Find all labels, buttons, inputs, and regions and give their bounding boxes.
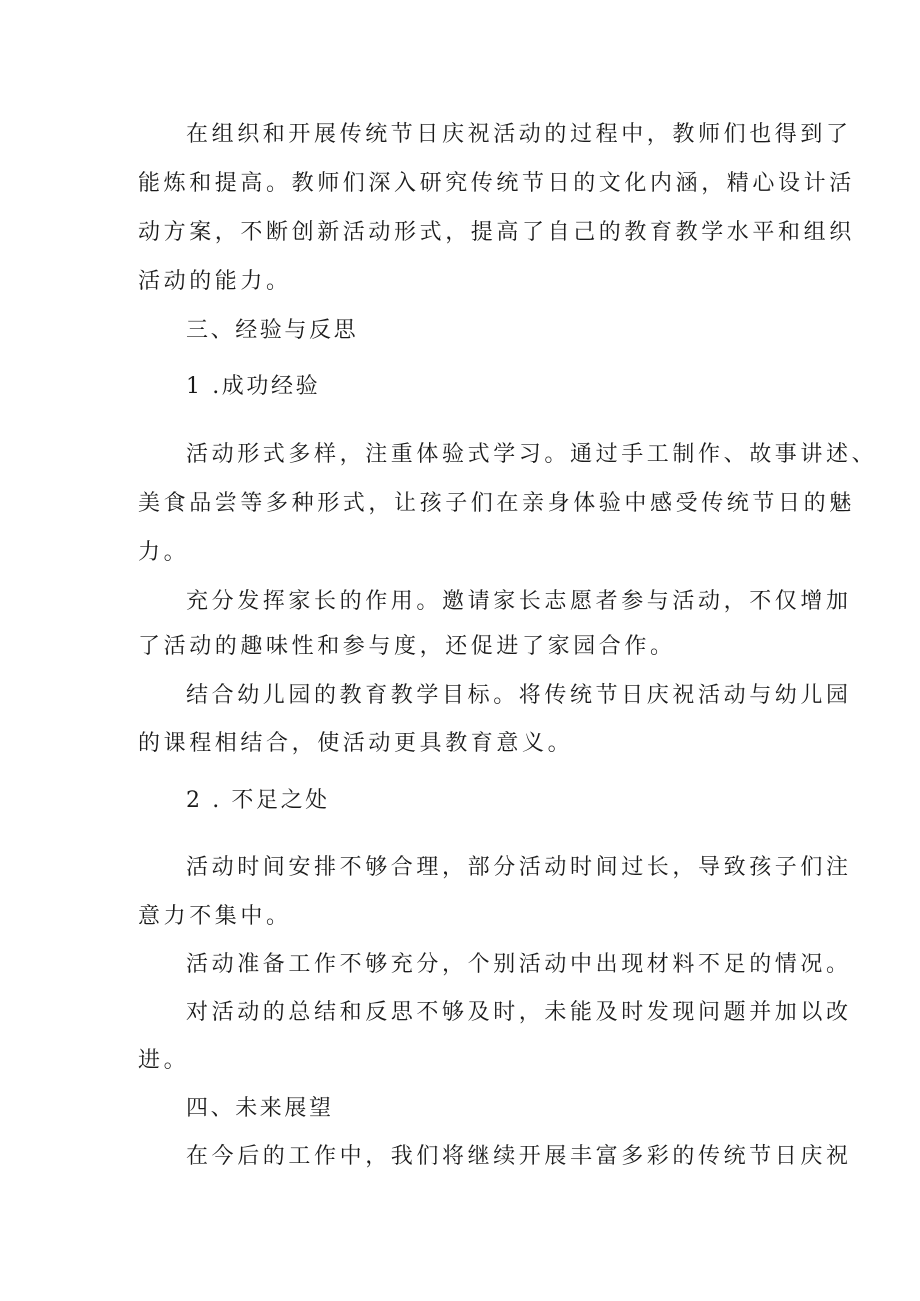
subsection-heading: 2 . 不足之处 (186, 788, 330, 813)
paragraph-line: 的课程相结合，使活动更具教育意义。 (138, 731, 574, 756)
paragraph-line: 充分发挥家长的作用。邀请家长志愿者参与活动，不仅增加 (186, 589, 852, 614)
paragraph-line: 进。 (138, 1048, 190, 1073)
paragraph-line: 活动准备工作不够充分，个别活动中出现材料不足的情况。 (186, 952, 852, 977)
paragraph-line: 活动的能力。 (138, 269, 292, 294)
section-heading: 四、未来展望 (186, 1096, 334, 1121)
paragraph-line: 在今后的工作中，我们将继续开展丰富多彩的传统节日庆祝 (186, 1144, 852, 1169)
paragraph-line: 能炼和提高。教师们深入研究传统节日的文化内涵，精心设计活 (138, 171, 855, 196)
paragraph-line: 在组织和开展传统节日庆祝活动的过程中，教师们也得到了 (186, 122, 852, 147)
subsection-heading: 1 .成功经验 (186, 374, 321, 399)
paragraph-line: 结合幼儿园的教育教学目标。将传统节日庆祝活动与幼儿园 (186, 683, 852, 708)
paragraph-line: 意力不集中。 (138, 904, 292, 929)
section-heading: 三、经验与反思 (186, 318, 359, 343)
paragraph-line: 活动时间安排不够合理，部分活动时间过长，导致孩子们注 (186, 855, 852, 880)
paragraph-line: 对活动的总结和反思不够及时，未能及时发现问题并加以改 (186, 1000, 852, 1025)
paragraph-line: 活动形式多样，注重体验式学习。通过手工制作、故事讲述、 (186, 442, 878, 467)
paragraph-line: 了活动的趣味性和参与度，还促进了家园合作。 (138, 634, 676, 659)
paragraph-line: 动方案，不断创新活动形式，提高了自己的教育教学水平和组织 (138, 220, 855, 245)
paragraph-line: 美食品尝等多种形式，让孩子们在亲身体验中感受传统节日的魅 (138, 491, 855, 516)
paragraph-line: 力。 (138, 540, 190, 565)
